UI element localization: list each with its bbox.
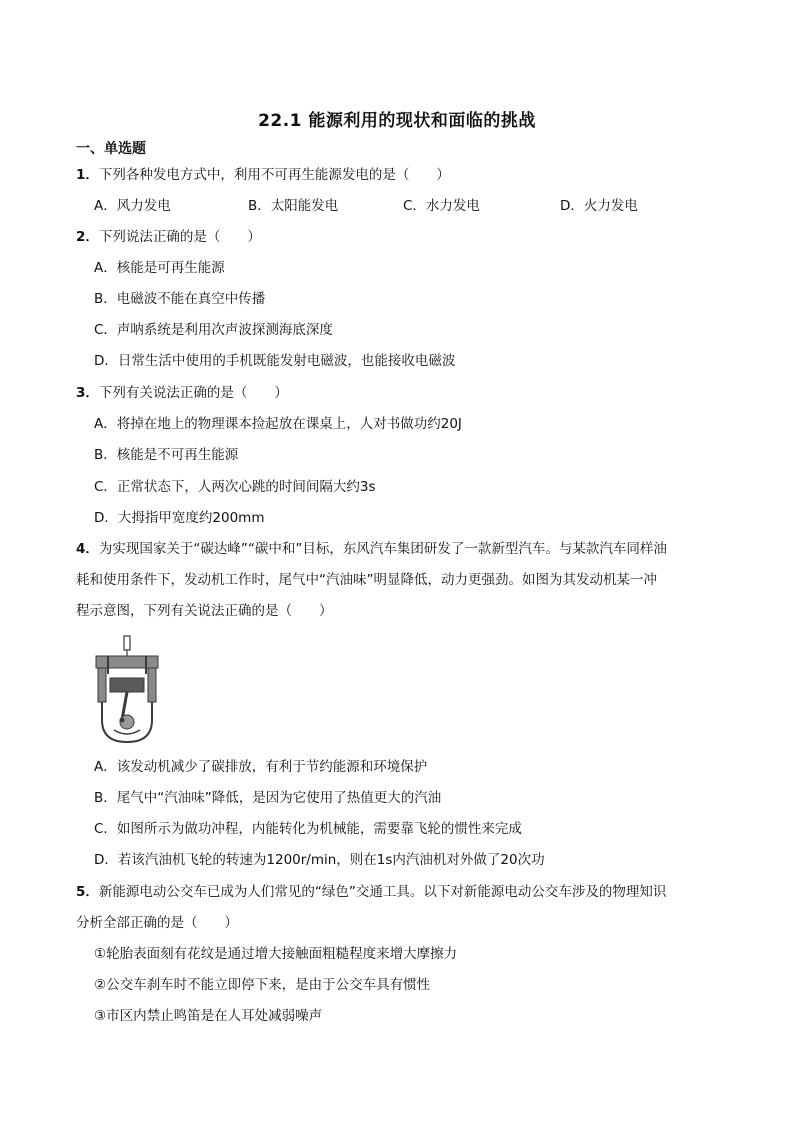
question-2 (76, 228, 261, 246)
section-heading: 一、单选题 (76, 141, 146, 157)
statement-2: ②公交车刹车时不能立即停下来，是由于公交车具有惯性 (94, 977, 431, 993)
question-stem-line-2: 耗和使用条件下，发动机工作时，尾气中“汽油味”明显降低，动力更强劲。如图为其发动机某一冲 (76, 572, 657, 588)
question-number: 1． (76, 167, 99, 183)
option-b: B．电磁波不能在真空中传播 (94, 291, 266, 307)
option-a: A．该发动机减少了碳排放，有利于节约能源和环境保护 (94, 759, 428, 775)
option-c: C．如图所示为做功冲程，内能转化为机械能，需要靠飞轮的惯性来完成 (94, 821, 522, 837)
page-title: 22.1 能源利用的现状和面临的挑战 (258, 111, 536, 131)
question-number: 3． (76, 385, 99, 401)
option-d: D．火力发电 (560, 198, 638, 214)
option-b: B．太阳能发电 (248, 198, 339, 214)
question-stem-line-2: 分析全部正确的是（ ） (76, 915, 238, 931)
option-a: A．将掉在地上的物理课本捡起放在课桌上，人对书做功约20J (94, 416, 462, 432)
option-b: B．尾气中“汽油味”降低，是因为它使用了热值更大的汽油 (94, 790, 442, 806)
question-stem: 下列说法正确的是（ ） (98, 229, 261, 245)
option-d: D．大拇指甲宽度约200mm (94, 510, 265, 526)
question-stem: 下列各种发电方式中，利用不可再生能源发电的是（ ） (98, 167, 450, 183)
option-d: D．日常生活中使用的手机既能发射电磁波，也能接收电磁波 (94, 353, 456, 369)
question-number: 5． (76, 884, 99, 900)
question-number: 2． (76, 229, 99, 245)
option-d: D．若该汽油机飞轮的转速为1200r/min，则在1s内汽油机对外做了20次功 (94, 852, 545, 868)
option-c: C．正常状态下，人两次心跳的时间间隔大约3s (94, 479, 376, 495)
option-c: C．声呐系统是利用次声波探测海底深度 (94, 322, 333, 338)
question-stem-line-1: 为实现国家关于“碳达峰”“碳中和”目标，东风汽车集团研发了一款新型汽车。与某款汽车同样油 (98, 541, 667, 557)
question-5 (76, 883, 666, 901)
engine-stroke-diagram (92, 634, 162, 746)
option-c: C．水力发电 (403, 198, 480, 214)
question-3 (76, 384, 288, 402)
statement-1: ①轮胎表面刻有花纹是通过增大接触面粗糙程度来增大摩擦力 (94, 946, 458, 962)
question-1 (76, 166, 450, 184)
option-a: A．核能是可再生能源 (94, 260, 225, 276)
question-stem-line-3: 程示意图，下列有关说法正确的是（ ） (76, 603, 333, 619)
question-number: 4． (76, 541, 99, 557)
option-a: A．风力发电 (94, 198, 171, 214)
statement-3: ③市区内禁止鸣笛是在人耳处减弱噪声 (94, 1008, 323, 1024)
question-stem: 下列有关说法正确的是（ ） (98, 385, 288, 401)
option-b: B．核能是不可再生能源 (94, 447, 239, 463)
question-stem-line-1: 新能源电动公交车已成为人们常见的“绿色”交通工具。以下对新能源电动公交车涉及的物理知识 (98, 884, 667, 900)
question-4 (76, 540, 667, 558)
